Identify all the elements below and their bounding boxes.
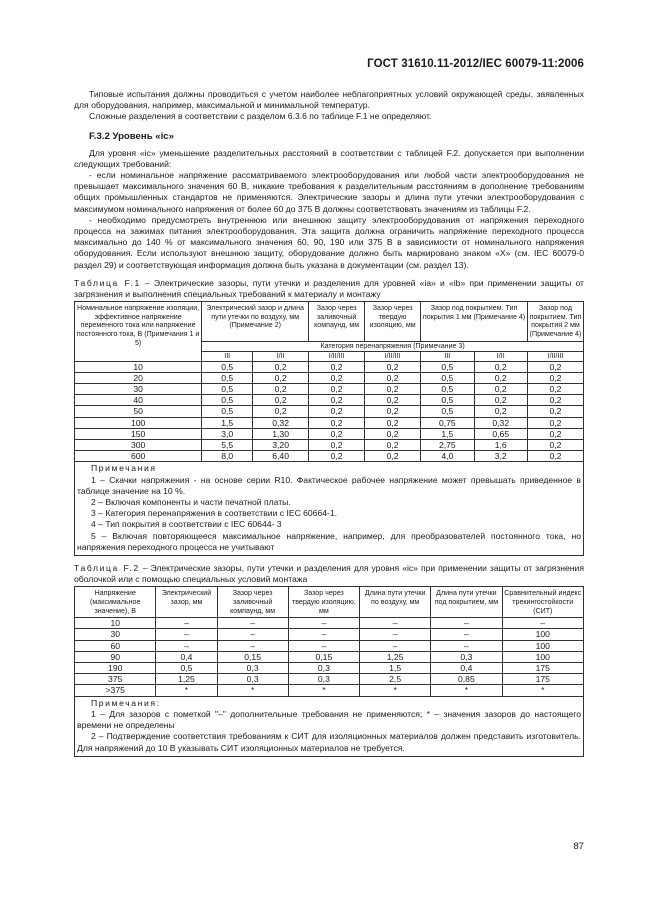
table-cell: 600 [75, 451, 202, 462]
table-f1-caption-text: – Электрические зазоры, пути утечки и разделения для уровней «ia» и «ib» при применении защиты от загрязнения и выполнения специальных требований к материалу и монтажу [74, 277, 584, 300]
table-cell: 2,75 [421, 440, 474, 451]
table-cell: 0,2 [527, 417, 583, 428]
table-cell: 0,5 [202, 384, 253, 395]
table-cell: 0,2 [253, 361, 309, 372]
table-cell: 0,2 [527, 406, 583, 417]
table-f1 [74, 301, 584, 556]
table-row [75, 372, 584, 383]
table-f1-category-header: Категория перенапряжения (Примечание 3) [202, 341, 584, 351]
table-f1-caption-prefix: Таблица F.1 [74, 277, 141, 288]
table-cell: 0,2 [365, 384, 421, 395]
table-cell: * [288, 685, 359, 696]
table-f2-notes-title: Примечания: [91, 697, 161, 708]
table-cell: 50 [75, 406, 202, 417]
table-cell: 30 [75, 384, 202, 395]
table-f1-subheader: I/II/III [365, 351, 421, 361]
table-cell: 0,3 [288, 663, 359, 674]
table-cell: 0,2 [365, 428, 421, 439]
table-f2-caption-text: – Электрические зазоры, пути утечки и разделения для уровня «ic» при применении защиты от загрязнения оболочкой или с помощью специальных условий монтажа [74, 563, 584, 585]
table-row [75, 651, 584, 662]
table-cell: 0,3 [288, 674, 359, 685]
table-cell: – [360, 618, 431, 629]
table-f1-notes-title: Примечания [91, 463, 157, 474]
table-cell: – [431, 629, 502, 640]
table-cell: 0,2 [253, 406, 309, 417]
table-note: 1 – Для зазоров с пометкой "–" дополнительные требования не применяются; * – значения зазоров до настоящего времени не определены [77, 708, 581, 731]
table-cell: 0,2 [309, 372, 365, 383]
table-cell: – [360, 629, 431, 640]
table-f1-header-voltage: Номинальное напряжение изоляции, эффективное напряжение переменного тока или напряжение постоянного тока, В (Примечания 1 и 5) [75, 302, 202, 361]
table-cell: 0,2 [365, 372, 421, 383]
table-cell: – [288, 629, 359, 640]
table-f2-header: Зазор через заливочный компаунд, мм [217, 587, 288, 618]
table-cell: – [288, 618, 359, 629]
table-cell: 0,2 [309, 417, 365, 428]
table-f1-subheader: I/II/III [309, 351, 365, 361]
table-f1-caption [74, 278, 584, 300]
table-cell: 100 [75, 417, 202, 428]
table-cell: 190 [75, 663, 156, 674]
table-cell: 10 [75, 361, 202, 372]
table-cell: 0,5 [202, 406, 253, 417]
table-cell: 0,2 [527, 395, 583, 406]
section-paragraph-1: Для уровня «ic» уменьшение разделительных расстояний в соответствии с таблицей F.2. допускается при выполнении следующих требований: [74, 147, 584, 169]
table-row [75, 417, 584, 428]
table-cell: 0,4 [431, 663, 502, 674]
table-cell: 0,2 [253, 372, 309, 383]
table-cell: * [217, 685, 288, 696]
table-cell: 175 [502, 663, 583, 674]
table-cell: 150 [75, 428, 202, 439]
table-cell: 0,5 [421, 395, 474, 406]
standard-header: ГОСТ 31610.11-2012/IEC 60079-11:2006 [367, 58, 584, 70]
table-cell: 0,2 [474, 395, 527, 406]
table-cell: – [288, 640, 359, 651]
table-f1-subheader: III [421, 351, 474, 361]
table-cell: 0,5 [421, 384, 474, 395]
table-row [75, 674, 584, 685]
table-note: 2 – Включая компоненты и части печатной платы. [91, 497, 291, 508]
table-f2-header: Длина пути утечки под покрытием, мм [431, 587, 502, 618]
table-cell: 0,5 [202, 395, 253, 406]
section-heading: F.3.2 Уровень «ic» [89, 130, 174, 142]
table-row [75, 440, 584, 451]
table-cell: * [431, 685, 502, 696]
table-f1-header-solid: Зазор через твердую изоляцию, мм [365, 302, 421, 341]
page-number: 87 [573, 841, 584, 852]
table-cell: 0,2 [309, 395, 365, 406]
table-f2 [74, 586, 584, 756]
table-f1-subheader: I/II [474, 351, 527, 361]
table-cell: 0,4 [156, 651, 217, 662]
table-f2-header: Сравнительный индекс трекингостойкости (СИТ) [502, 587, 583, 618]
table-row [75, 663, 584, 674]
table-cell: 0,2 [309, 440, 365, 451]
table-f1-header-coating1: Зазор под покрытием. Тип покрытия 1 мм (Примечание 4) [421, 302, 528, 341]
table-row [75, 685, 584, 696]
table-cell: – [217, 629, 288, 640]
table-cell: – [360, 640, 431, 651]
table-cell: 5,5 [202, 440, 253, 451]
table-cell: 0,2 [527, 428, 583, 439]
table-cell: 0,5 [202, 361, 253, 372]
table-cell: 0,32 [474, 417, 527, 428]
table-f2-header: Длина пути утечки по воздуху, мм [360, 587, 431, 618]
table-f1-header-compound: Зазор через заливочный компаунд, мм [309, 302, 365, 341]
table-row [75, 395, 584, 406]
table-cell: 0,5 [421, 406, 474, 417]
table-f2-notes [75, 696, 584, 756]
table-f2-header: Электрический зазор, мм [156, 587, 217, 618]
table-cell: 1,25 [156, 674, 217, 685]
table-note: 3 – Категория перенапряжения в соответствии с IEC 60664-1. [91, 508, 338, 519]
table-cell: 3,20 [253, 440, 309, 451]
table-cell: 0,5 [202, 372, 253, 383]
table-cell: 10 [75, 618, 156, 629]
table-note: 1 – Скачки напряжения - на основе серии R10. Фактическое рабочее напряжение может превышать приведенное в таблице значение на 10 %. [77, 474, 581, 496]
table-cell: – [156, 629, 217, 640]
table-cell: 4,0 [421, 451, 474, 462]
table-cell: 0,2 [309, 406, 365, 417]
table-f2-caption-prefix: Таблица F.2 [74, 563, 140, 574]
table-cell: 0,2 [527, 451, 583, 462]
table-cell: 100 [502, 651, 583, 662]
table-cell: 0,5 [156, 663, 217, 674]
table-cell: 0,2 [474, 406, 527, 417]
table-cell: 0,2 [309, 384, 365, 395]
table-f1-header-coating2: Зазор под покрытием. Тип покрытия 2 мм (Примечание 4) [527, 302, 583, 341]
table-f2-header: Зазор через твердую изоляцию, мм [288, 587, 359, 618]
table-row [75, 384, 584, 395]
table-cell: * [502, 685, 583, 696]
table-cell: 0,15 [288, 651, 359, 662]
table-cell: 1,5 [202, 417, 253, 428]
table-row [75, 629, 584, 640]
table-cell: 2,5 [360, 674, 431, 685]
table-note: 5 – Включая повторяющееся максимальное напряжение, например, для преобразователей постоянного тока, но напряжения переходного процесса не учитывают [77, 530, 581, 552]
table-row [75, 451, 584, 462]
table-cell: – [502, 618, 583, 629]
table-cell: 0,2 [474, 361, 527, 372]
table-cell: 60 [75, 640, 156, 651]
table-cell: 300 [75, 440, 202, 451]
table-cell: 3,2 [474, 451, 527, 462]
table-cell: 0,2 [309, 451, 365, 462]
table-note: 2 – Подтверждение соответствия требованиям к СИТ для изоляционных материалов должен представить изготовитель. Для напряжений до 10 В указывать СИТ изоляционных материалов не требуется. [77, 731, 581, 753]
table-cell: 1,6 [474, 440, 527, 451]
table-cell: 1,5 [360, 663, 431, 674]
table-cell: 0,2 [253, 395, 309, 406]
table-cell: 0,32 [253, 417, 309, 428]
table-cell: 3,0 [202, 428, 253, 439]
table-cell: 0,2 [365, 440, 421, 451]
table-cell: 0,5 [421, 361, 474, 372]
intro-paragraph-2: Сложные разделения в соответствии с разделом 6.3.6 по таблице F.1 не определяют. [89, 111, 432, 122]
table-cell: 100 [502, 629, 583, 640]
table-cell: – [156, 618, 217, 629]
table-cell: 0,2 [527, 361, 583, 372]
table-cell: 40 [75, 395, 202, 406]
table-cell: 0,2 [365, 417, 421, 428]
table-cell: 0,2 [253, 384, 309, 395]
table-f1-notes [75, 462, 584, 556]
table-cell: – [217, 618, 288, 629]
table-cell: 0,2 [527, 384, 583, 395]
table-cell: 0,2 [365, 361, 421, 372]
table-cell: 0,2 [527, 440, 583, 451]
table-row [75, 361, 584, 372]
table-f1-subheader: III [202, 351, 253, 361]
table-note: 4 – Тип покрытия в соответствии с IEC 60644- 3 [91, 519, 282, 530]
table-cell: 0,5 [421, 372, 474, 383]
table-cell: 0,85 [431, 674, 502, 685]
table-cell: 30 [75, 629, 156, 640]
table-cell: 0,2 [527, 372, 583, 383]
table-cell: 175 [502, 674, 583, 685]
table-cell: 0,2 [365, 406, 421, 417]
table-cell: 90 [75, 651, 156, 662]
table-cell: 0,3 [217, 663, 288, 674]
table-cell: * [156, 685, 217, 696]
table-cell: 6,40 [253, 451, 309, 462]
table-cell: – [431, 640, 502, 651]
table-f2-header: Напряжение (максимальное значение), В [75, 587, 156, 618]
table-cell: 8,0 [202, 451, 253, 462]
table-cell: 1,25 [360, 651, 431, 662]
table-cell: 0,2 [309, 361, 365, 372]
table-f2-caption [74, 563, 584, 585]
table-cell: 0,75 [421, 417, 474, 428]
table-cell: 0,2 [474, 372, 527, 383]
table-f1-subheader: I/II [253, 351, 309, 361]
table-cell: 20 [75, 372, 202, 383]
table-cell: 0,3 [217, 674, 288, 685]
table-cell: 1,5 [421, 428, 474, 439]
section-paragraph-2: - если номинальное напряжение рассматриваемого электрооборудования или любой части электрооборудования не превышает максимального значения 60 В, никакие требования к разделительным расстояниям в дополнение требованиям общих промышленных стандартов не применяются. Электрические зазоры и длина пути утечки электрооборудования с максимумом номинального напряжения от более 60 до 375 В должны соответствовать значениям из таблицы F.2. [74, 170, 584, 214]
section-paragraph-3: - необходимо предусмотреть внутреннюю или внешнюю защиту электрооборудования от напряжения переходного процесса на зажимах питания электрооборудования. Эта защита должна ограничить напряжение переходного процесса максимально до 140 % от максимального значения 60, 90, 190 или 375 В в зависимости от номинального напряжения оборудования. Если используют внешнюю защиту, оборудование должно быть маркировано знаком «Х» (см. IEC 60079-0 раздел 29) и соответствующая информация должна быть указана в документации (см. раздел 13). [74, 214, 584, 270]
intro-paragraph-1: Типовые испытания должны проводиться с учетом наиболее неблагоприятных условий окружающей среды, заявленных для оборудования, например, максимальной и минимальной температур. [74, 89, 584, 111]
table-cell: 100 [502, 640, 583, 651]
table-cell: – [217, 640, 288, 651]
table-cell: 0,65 [474, 428, 527, 439]
page-content [74, 89, 584, 757]
table-cell: 0,2 [365, 451, 421, 462]
table-cell: 0,2 [309, 428, 365, 439]
table-row [75, 428, 584, 439]
table-row [75, 618, 584, 629]
table-cell: 0,15 [217, 651, 288, 662]
table-cell: >375 [75, 685, 156, 696]
table-row [75, 406, 584, 417]
table-cell: * [360, 685, 431, 696]
table-cell: – [431, 618, 502, 629]
table-f1-header-air: Электрический зазор и длина пути утечки по воздуху, мм (Примечание 2) [202, 302, 309, 341]
table-cell: 0,2 [474, 384, 527, 395]
table-cell: 375 [75, 674, 156, 685]
table-f1-subheader: I/II/III [527, 351, 583, 361]
table-row [75, 640, 584, 651]
table-cell: 0,3 [431, 651, 502, 662]
table-cell: 1,30 [253, 428, 309, 439]
table-cell: 0,2 [365, 395, 421, 406]
table-cell: – [156, 640, 217, 651]
